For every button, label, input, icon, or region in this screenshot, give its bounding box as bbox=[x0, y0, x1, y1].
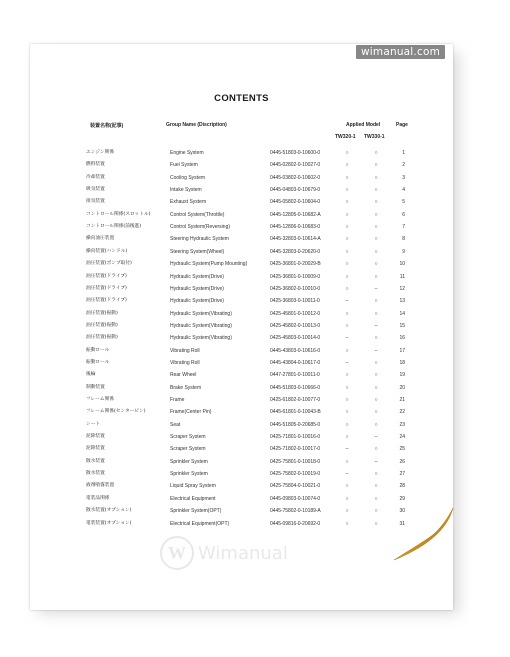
row-japanese-name: 振動ロール bbox=[86, 359, 110, 365]
table-row bbox=[30, 308, 453, 320]
row-group-name: Hydraulic System(Vibrating) bbox=[170, 335, 232, 342]
row-japanese-name: 油圧装置(振動) bbox=[86, 322, 118, 328]
row-model-b-mark: ○ bbox=[374, 446, 378, 453]
row-model-b-mark: ○ bbox=[374, 471, 378, 478]
row-model-a-mark: – bbox=[345, 471, 349, 478]
row-part-number: 0445-03802-0-10602-0 bbox=[270, 174, 321, 181]
row-model-a-mark: ○ bbox=[345, 261, 349, 268]
row-page-number: 27 bbox=[399, 471, 405, 478]
row-group-name: Electrical Equipment(OPT) bbox=[170, 520, 230, 527]
row-model-a-mark: ○ bbox=[345, 162, 349, 169]
table-row bbox=[30, 406, 453, 418]
row-model-b-mark: ○ bbox=[374, 483, 378, 490]
row-model-a-mark: ○ bbox=[345, 187, 349, 194]
row-japanese-name: 油圧装置(ポンプ取付) bbox=[86, 261, 132, 267]
row-group-name: Steering Hydraulic System bbox=[170, 236, 229, 243]
row-part-number: 0425-36802-0-10010-0 bbox=[270, 285, 321, 292]
row-group-name: Rear Wheel bbox=[170, 372, 197, 379]
row-model-b-mark: ○ bbox=[374, 508, 378, 515]
row-group-name: Hydraulic System(Pump Mounting) bbox=[170, 261, 248, 268]
wimanual-watermark-logo bbox=[160, 536, 288, 570]
page-title: CONTENTS bbox=[214, 93, 269, 104]
row-page-number: 5 bbox=[402, 199, 405, 206]
row-group-name: Vibrating Roll bbox=[170, 347, 200, 354]
row-model-a-mark: ○ bbox=[345, 520, 349, 527]
row-group-name: Brake System bbox=[170, 384, 202, 391]
row-page-number: 10 bbox=[399, 261, 405, 268]
row-model-b-mark: ○ bbox=[374, 248, 378, 255]
table-row bbox=[30, 320, 453, 332]
row-group-name: Control System(Reversing) bbox=[170, 224, 231, 231]
row-page-number: 30 bbox=[399, 508, 405, 515]
row-model-b-mark: – bbox=[374, 458, 378, 465]
row-group-name: Exhaust System bbox=[170, 199, 207, 206]
row-japanese-name: シート bbox=[86, 421, 101, 427]
table-row bbox=[30, 184, 453, 196]
row-japanese-name: 排気装置 bbox=[86, 199, 105, 205]
row-japanese-name: 冷却装置 bbox=[86, 174, 105, 180]
table-row bbox=[30, 480, 453, 492]
row-model-a-mark: ○ bbox=[345, 174, 349, 181]
row-group-name: Control System(Throttle) bbox=[170, 211, 225, 218]
table-row bbox=[30, 369, 453, 381]
row-part-number: 0425-36801-0-10009-0 bbox=[270, 273, 321, 280]
row-page-number: 16 bbox=[399, 335, 405, 342]
row-model-a-mark: ○ bbox=[345, 322, 349, 329]
row-group-name: Frame bbox=[170, 397, 185, 403]
row-part-number: 0445-32803-0-10614-A bbox=[270, 236, 321, 243]
row-part-number: 0447-27801-0-10011-0 bbox=[270, 372, 320, 379]
row-page-number: 19 bbox=[399, 372, 405, 379]
row-model-b-mark: ○ bbox=[374, 273, 378, 280]
row-model-b-mark: ○ bbox=[374, 211, 378, 218]
table-row bbox=[30, 382, 453, 394]
row-part-number: 0425-45803-0-10014-0 bbox=[270, 335, 321, 342]
row-japanese-name: 液剤噴霧装置 bbox=[86, 483, 115, 489]
row-group-name: Liquid Spray System bbox=[170, 483, 216, 490]
row-japanese-name: コントロール関係(スロットル) bbox=[86, 211, 151, 217]
row-model-a-mark: ○ bbox=[345, 409, 349, 416]
row-model-b-mark: ○ bbox=[374, 409, 378, 416]
table-row bbox=[30, 172, 453, 184]
table-row bbox=[30, 345, 453, 357]
row-model-b-mark: ○ bbox=[374, 359, 378, 366]
table-row bbox=[30, 295, 453, 307]
row-model-a-mark: ○ bbox=[345, 483, 349, 490]
row-japanese-name: 制動装置 bbox=[86, 384, 105, 390]
row-model-a-mark: ○ bbox=[345, 372, 349, 379]
row-page-number: 26 bbox=[399, 458, 405, 465]
row-model-b-mark: ○ bbox=[374, 174, 378, 181]
row-model-b-mark: ○ bbox=[374, 335, 378, 342]
header-model-b: TW330-1 bbox=[364, 134, 385, 140]
row-page-number: 18 bbox=[399, 359, 405, 366]
row-part-number: 0425-36803-0-10011-0 bbox=[270, 298, 320, 305]
row-group-name: Hydraulic System(Drive) bbox=[170, 273, 224, 280]
row-page-number: 24 bbox=[399, 434, 405, 441]
row-japanese-name: 吸気装置 bbox=[86, 187, 105, 193]
row-model-a-mark: ○ bbox=[345, 458, 349, 465]
row-group-name: Electrical Equipment bbox=[170, 495, 216, 502]
row-group-name: Hydraulic System(Drive) bbox=[170, 285, 224, 292]
row-japanese-name: 操向装置(ハンドル) bbox=[86, 248, 128, 254]
table-row bbox=[30, 332, 453, 344]
row-part-number: 0425-75802-0-10019-0 bbox=[270, 471, 321, 478]
row-part-number: 0445-51805-0-20685-0 bbox=[270, 421, 321, 428]
row-page-number: 21 bbox=[399, 397, 405, 403]
row-part-number: 0445-02802-0-10027-0 bbox=[270, 162, 321, 169]
row-part-number: 0445-43804-0-10617-0 bbox=[270, 359, 321, 366]
row-model-a-mark: ○ bbox=[345, 248, 349, 255]
row-page-number: 31 bbox=[399, 520, 405, 527]
row-japanese-name: 油圧装置(振動) bbox=[86, 310, 118, 316]
row-model-b-mark: – bbox=[374, 434, 378, 441]
row-japanese-name: 油圧装置(ドライブ) bbox=[86, 285, 127, 291]
table-row bbox=[30, 357, 453, 369]
row-japanese-name: 後輪 bbox=[86, 372, 96, 378]
row-part-number: 0425-61802-0-10077-0 bbox=[270, 397, 321, 403]
row-model-a-mark: ○ bbox=[345, 199, 349, 206]
row-group-name: Sprinkler System bbox=[170, 458, 208, 465]
row-model-b-mark: ○ bbox=[374, 187, 378, 194]
row-model-b-mark: – bbox=[374, 347, 378, 354]
row-page-number: 23 bbox=[399, 421, 405, 428]
row-model-b-mark: ○ bbox=[374, 162, 378, 169]
row-model-b-mark: ○ bbox=[374, 397, 378, 403]
row-model-a-mark: ○ bbox=[345, 495, 349, 502]
row-page-number: 2 bbox=[402, 162, 405, 169]
table-row bbox=[30, 196, 453, 208]
row-japanese-name: フレーム関係 bbox=[86, 397, 114, 402]
row-group-name: Scraper System bbox=[170, 446, 206, 453]
table-row bbox=[30, 246, 453, 258]
header-page: Page bbox=[396, 122, 408, 128]
row-model-a-mark: ○ bbox=[345, 347, 349, 354]
header-japanese-name: 装置名称(記事) bbox=[90, 123, 124, 129]
row-group-name: Intake System bbox=[170, 187, 202, 194]
row-part-number: 0445-61801-0-10043-B bbox=[270, 409, 321, 416]
row-group-name: Steering System(Wheel) bbox=[170, 248, 225, 255]
table-row bbox=[30, 468, 453, 480]
row-model-a-mark: ○ bbox=[345, 421, 349, 428]
row-page-number: 13 bbox=[399, 298, 405, 305]
row-model-a-mark: – bbox=[345, 446, 349, 453]
table-row bbox=[30, 431, 453, 443]
row-model-b-mark: – bbox=[374, 285, 378, 292]
row-model-b-mark: ○ bbox=[374, 310, 378, 317]
row-model-a-mark: ○ bbox=[345, 285, 349, 292]
site-watermark: wimanual.com bbox=[356, 45, 445, 59]
row-page-number: 15 bbox=[399, 322, 405, 329]
table-row bbox=[30, 394, 453, 406]
row-model-a-mark: ○ bbox=[345, 211, 349, 218]
table-row bbox=[30, 147, 453, 159]
row-model-a-mark: ○ bbox=[345, 224, 349, 231]
table-row bbox=[30, 159, 453, 171]
row-group-name: Frame(Center Pin) bbox=[170, 409, 212, 416]
row-page-number: 4 bbox=[402, 187, 405, 194]
row-model-b-mark: ○ bbox=[374, 520, 378, 527]
row-group-name: Fuel System bbox=[170, 162, 198, 169]
row-part-number: 0445-04803-0-10679-0 bbox=[270, 187, 321, 194]
row-model-b-mark: ○ bbox=[374, 199, 378, 206]
row-japanese-name: 散水装置 bbox=[86, 471, 105, 477]
row-group-name: Sprinkler System bbox=[170, 471, 208, 478]
row-japanese-name: 油圧装置(ドライブ) bbox=[86, 273, 127, 279]
row-page-number: 28 bbox=[399, 483, 405, 490]
row-model-b-mark: ○ bbox=[374, 495, 378, 502]
row-page-number: 17 bbox=[399, 347, 405, 354]
row-japanese-name: フレーム関係(センターピン) bbox=[86, 409, 146, 415]
row-model-a-mark: – bbox=[345, 335, 349, 342]
row-page-number: 9 bbox=[402, 248, 405, 255]
row-group-name: Sprinkler System(OPT) bbox=[170, 508, 222, 515]
row-part-number: 0425-71801-0-10016-0 bbox=[270, 434, 321, 441]
row-model-a-mark: ○ bbox=[345, 236, 349, 243]
row-model-a-mark: – bbox=[345, 298, 349, 305]
row-page-number: 29 bbox=[399, 495, 405, 502]
table-row bbox=[30, 271, 453, 283]
row-page-number: 11 bbox=[399, 273, 405, 280]
row-page-number: 25 bbox=[399, 446, 405, 453]
row-page-number: 1 bbox=[402, 150, 405, 156]
row-japanese-name: 油圧装置(ドライブ) bbox=[86, 298, 127, 304]
row-model-a-mark: ○ bbox=[345, 384, 349, 391]
row-part-number: 0425-75801-0-10018-0 bbox=[270, 458, 321, 465]
row-japanese-name: 燃料装置 bbox=[86, 162, 105, 168]
row-page-number: 12 bbox=[399, 285, 405, 292]
table-row bbox=[30, 419, 453, 431]
row-part-number: 0445-75802-0-10189-A bbox=[270, 508, 321, 515]
row-part-number: 0445-09803-0-10074-0 bbox=[270, 495, 321, 502]
table-row bbox=[30, 283, 453, 295]
row-japanese-name: 油圧装置(振動) bbox=[86, 335, 118, 341]
row-group-name: Hydraulic System(Vibrating) bbox=[170, 322, 232, 329]
row-part-number: 0445-12805-0-10682-A bbox=[270, 211, 321, 218]
row-japanese-name: 電装装置(オプション) bbox=[86, 520, 132, 526]
page-curl-icon bbox=[388, 496, 458, 566]
table-row bbox=[30, 209, 453, 221]
header-applied-model: Applied Model bbox=[346, 122, 381, 128]
row-model-a-mark: ○ bbox=[345, 397, 349, 403]
row-part-number: 0445-05802-0-10604-0 bbox=[270, 199, 321, 206]
row-part-number: 0445-09816-0-20692-0 bbox=[270, 520, 321, 527]
table-row bbox=[30, 233, 453, 245]
row-page-number: 8 bbox=[402, 236, 405, 243]
row-model-a-mark: ○ bbox=[345, 508, 349, 515]
row-group-name: Vibrating Roll bbox=[170, 359, 200, 366]
wimanual-logo-text: Wimanual bbox=[198, 542, 288, 564]
row-page-number: 20 bbox=[399, 384, 405, 391]
row-japanese-name: 振動ロール bbox=[86, 347, 110, 353]
row-model-a-mark: ○ bbox=[345, 273, 349, 280]
header-group-name: Group Name (Discription) bbox=[166, 122, 227, 128]
table-row bbox=[30, 258, 453, 270]
row-part-number: 0425-75804-0-10021-0 bbox=[270, 483, 321, 490]
row-model-b-mark: – bbox=[374, 322, 378, 329]
row-group-name: Seat bbox=[170, 421, 181, 428]
table-row bbox=[30, 443, 453, 455]
row-part-number: 0425-71802-0-10017-0 bbox=[270, 446, 321, 453]
row-japanese-name: エンジン関係 bbox=[86, 150, 114, 155]
row-model-b-mark: ○ bbox=[374, 421, 378, 428]
row-page-number: 6 bbox=[402, 211, 405, 218]
row-group-name: Hydraulic System(Vibrating) bbox=[170, 310, 232, 317]
row-model-b-mark: ○ bbox=[374, 384, 378, 391]
table-row bbox=[30, 221, 453, 233]
row-page-number: 7 bbox=[402, 224, 405, 231]
row-part-number: 0425-45802-0-10013-0 bbox=[270, 322, 321, 329]
row-model-b-mark: ○ bbox=[374, 372, 378, 379]
wimanual-logo-icon: W bbox=[160, 536, 194, 570]
row-model-b-mark: ○ bbox=[374, 224, 378, 231]
row-part-number: 0425-36801-0-20029-B bbox=[270, 261, 321, 268]
row-model-b-mark: ○ bbox=[374, 236, 378, 243]
row-model-b-mark: ○ bbox=[374, 298, 378, 305]
row-model-a-mark: ○ bbox=[345, 434, 349, 441]
row-japanese-name: 操向油圧装置 bbox=[86, 236, 115, 242]
row-part-number: 0445-51803-0-10666-0 bbox=[270, 384, 321, 391]
row-part-number: 0445-51803-0-10600-0 bbox=[270, 150, 321, 156]
row-japanese-name: 泥除装置 bbox=[86, 434, 105, 440]
row-group-name: Engine System bbox=[170, 150, 204, 156]
row-japanese-name: 電装品関係 bbox=[86, 495, 110, 501]
row-japanese-name: 泥除装置 bbox=[86, 446, 105, 452]
row-page-number: 3 bbox=[402, 174, 405, 181]
row-japanese-name: コントロール関係(前後進) bbox=[86, 224, 142, 230]
row-group-name: Cooling System bbox=[170, 174, 206, 181]
row-page-number: 22 bbox=[399, 409, 405, 416]
row-group-name: Scraper System bbox=[170, 434, 206, 441]
row-part-number: 0445-32803-0-20620-0 bbox=[270, 248, 321, 255]
row-model-a-mark: – bbox=[345, 359, 349, 366]
row-model-a-mark: ○ bbox=[345, 310, 349, 317]
row-page-number: 14 bbox=[399, 310, 405, 317]
header-model-a: TW320-1 bbox=[335, 134, 356, 140]
row-part-number: 0445-12806-0-10683-0 bbox=[270, 224, 321, 231]
table-row bbox=[30, 456, 453, 468]
row-model-a-mark: ○ bbox=[345, 150, 349, 156]
row-group-name: Hydraulic System(Drive) bbox=[170, 298, 224, 305]
row-model-b-mark: ○ bbox=[374, 150, 378, 156]
row-part-number: 0445-43803-0-10616-0 bbox=[270, 347, 321, 354]
row-model-b-mark: ○ bbox=[374, 261, 378, 268]
row-japanese-name: 散水装置(オプション) bbox=[86, 508, 132, 514]
row-part-number: 0425-45801-0-10012-0 bbox=[270, 310, 321, 317]
row-japanese-name: 散水装置 bbox=[86, 458, 105, 464]
